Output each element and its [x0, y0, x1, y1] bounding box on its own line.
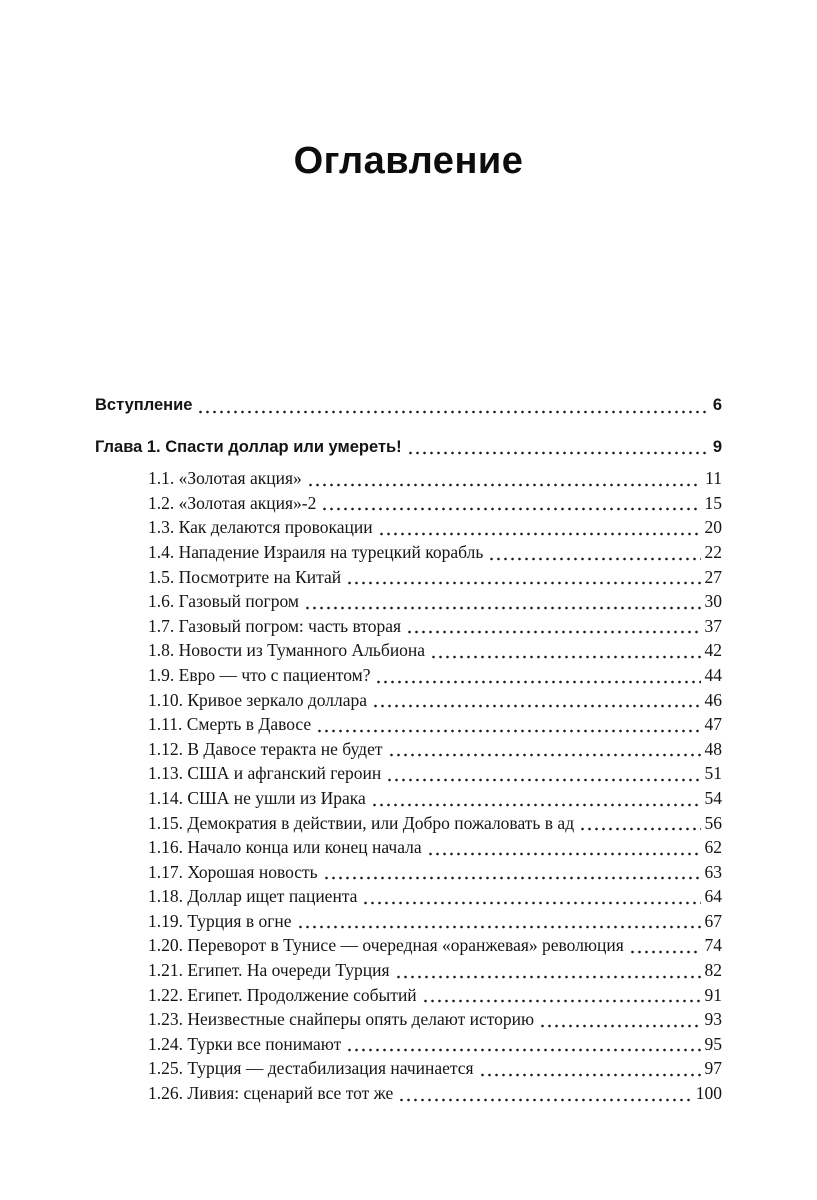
dot-leader [318, 729, 700, 733]
toc-entry [95, 786, 722, 811]
dot-leader [581, 827, 700, 831]
toc-entry-page: 67 [704, 910, 722, 931]
toc-entry-label: 1.4. Нападение Израиля на турецкий корабль [148, 541, 484, 562]
toc-entry-label: 1.8. Новости из Туманного Альбиона [148, 640, 426, 661]
toc-entry [95, 663, 722, 688]
toc-entry-page: 51 [704, 763, 722, 784]
toc-entry-label: 1.9. Евро — что с пациентом? [148, 664, 371, 685]
toc-entry-page: 47 [704, 714, 722, 735]
dot-leader [309, 483, 701, 487]
toc-entry-label: Глава 1. Спасти доллар или умереть! [95, 437, 402, 456]
dot-leader [631, 950, 701, 954]
dot-leader [388, 778, 700, 782]
toc-entry-label: 1.26. Ливия: сценарий все тот же [148, 1083, 394, 1104]
toc-entry [95, 515, 722, 540]
toc-entry [95, 884, 722, 909]
dot-leader [299, 925, 701, 929]
dot-leader [374, 704, 700, 708]
dot-leader [306, 606, 701, 610]
dot-leader [429, 852, 701, 856]
toc-entry-page: 100 [695, 1083, 722, 1104]
toc-entry-page: 82 [704, 960, 722, 981]
toc-entry [95, 958, 722, 983]
toc-entry [95, 1032, 722, 1057]
toc-entry-page: 95 [704, 1033, 722, 1054]
dot-leader [348, 1048, 700, 1052]
toc-entry-page: 56 [704, 812, 722, 833]
toc-entry-label: 1.25. Турция — дестабилизация начинается [148, 1058, 474, 1079]
toc-list [95, 393, 722, 1106]
toc-entry-label: 1.15. Демократия в действии, или Добро пожаловать в ад [148, 812, 575, 833]
toc-entry-label: 1.6. Газовый погром [148, 591, 299, 612]
toc-entry [95, 737, 722, 762]
toc-entry-label: 1.16. Начало конца или конец начала [148, 837, 422, 858]
dot-leader [325, 876, 701, 880]
toc-entry-page: 91 [704, 984, 722, 1005]
toc-entry-label: 1.20. Переворот в Тунисе — очередная «оранжевая» революция [148, 935, 624, 956]
toc-entry-page: 20 [704, 517, 722, 538]
toc-entry [95, 589, 722, 614]
toc-entry [95, 933, 722, 958]
toc-entry-page: 11 [705, 468, 722, 489]
toc-entry-label: 1.22. Египет. Продолжение событий [148, 984, 417, 1005]
toc-entry-page: 54 [704, 787, 722, 808]
dot-leader [481, 1073, 701, 1077]
toc-entry-label: 1.3. Как делаются провокации [148, 517, 373, 538]
toc-entry-label: 1.11. Смерть в Давосе [148, 714, 312, 735]
dot-leader [408, 630, 700, 634]
toc-entry-page: 63 [704, 861, 722, 882]
toc-entry [95, 435, 722, 460]
toc-entry [95, 811, 722, 836]
toc-entry-page: 64 [704, 886, 722, 907]
dot-leader [364, 901, 700, 905]
toc-entry [95, 565, 722, 590]
dot-leader [424, 999, 701, 1003]
toc-entry [95, 688, 722, 713]
dot-leader [323, 507, 700, 511]
toc-entry-page: 46 [704, 689, 722, 710]
dot-leader [409, 451, 709, 455]
dot-leader [377, 680, 700, 684]
toc-entry-page: 9 [712, 437, 722, 456]
toc-entry [95, 491, 722, 516]
toc-entry-label: 1.24. Турки все понимают [148, 1033, 342, 1054]
dot-leader [432, 655, 700, 659]
toc-entry-page: 62 [704, 837, 722, 858]
toc-entry [95, 909, 722, 934]
toc-entry-label: 1.23. Неизвестные снайперы опять делают историю [148, 1009, 535, 1030]
toc-entry-page: 30 [704, 591, 722, 612]
toc-entry [95, 983, 722, 1008]
toc-entry-page: 6 [712, 396, 722, 414]
toc-entry [95, 860, 722, 885]
toc-entry-label: Вступление [95, 396, 193, 414]
toc-entry-label: 1.21. Египет. На очереди Турция [148, 960, 390, 981]
toc-entry-page: 93 [704, 1009, 722, 1030]
toc-entry-page: 15 [704, 492, 722, 513]
toc-entry [95, 712, 722, 737]
toc-entry-label: 1.17. Хорошая новость [148, 861, 318, 882]
toc-entry-label: 1.7. Газовый погром: часть вторая [148, 615, 402, 636]
toc-entry-label: 1.10. Кривое зеркало доллара [148, 689, 368, 710]
toc-entry-page: 27 [704, 566, 722, 587]
toc-entry-page: 97 [704, 1058, 722, 1079]
dot-leader [490, 557, 700, 561]
toc-entry [95, 835, 722, 860]
toc-entry [95, 1081, 722, 1106]
toc-entry [95, 1007, 722, 1032]
toc-entry-page: 37 [704, 615, 722, 636]
toc-entry-page: 42 [704, 640, 722, 661]
dot-leader [380, 532, 701, 536]
toc-entry [95, 614, 722, 639]
dot-leader [373, 803, 701, 807]
toc-entry-page: 48 [704, 738, 722, 759]
toc-entry-label: 1.13. США и афганский героин [148, 763, 382, 784]
toc-entry-page: 74 [704, 935, 722, 956]
toc-entry [95, 638, 722, 663]
toc-entry [95, 393, 722, 418]
toc-entry [95, 540, 722, 565]
toc-entry-label: 1.5. Посмотрите на Китай [148, 566, 342, 587]
toc-entry-page: 22 [704, 541, 722, 562]
dot-leader [397, 975, 701, 979]
toc-entry [95, 1056, 722, 1081]
toc-entry-page: 44 [704, 664, 722, 685]
dot-leader [348, 581, 700, 585]
page-title: Оглавление [293, 140, 524, 182]
dot-leader [199, 410, 708, 414]
toc-entry-label: 1.19. Турция в огне [148, 910, 292, 931]
toc-entry [95, 761, 722, 786]
toc-entry-label: 1.14. США не ушли из Ирака [148, 787, 366, 808]
toc-entry-label: 1.12. В Давосе теракта не будет [148, 738, 383, 759]
toc-entry-label: 1.2. «Золотая акция»-2 [148, 492, 317, 513]
dot-leader [541, 1024, 700, 1028]
toc-entry [95, 466, 722, 491]
toc-entry-label: 1.18. Доллар ищет пациента [148, 886, 358, 907]
dot-leader [390, 753, 701, 757]
dot-leader [400, 1098, 691, 1102]
toc-entry-label: 1.1. «Золотая акция» [148, 468, 302, 489]
